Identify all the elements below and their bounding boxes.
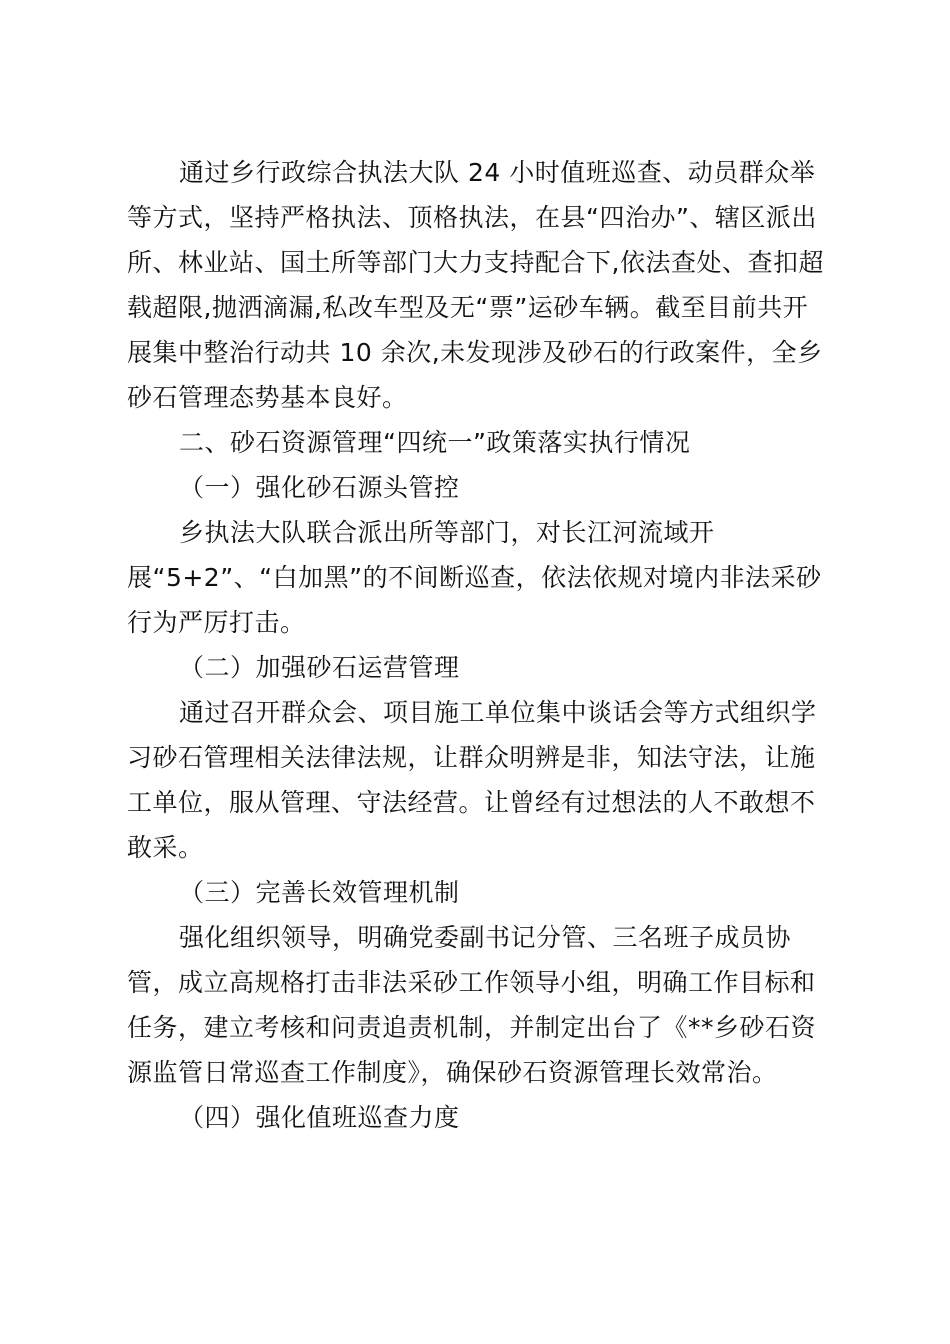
text-line: 展集中整治行动共 10 余次,未发现涉及砂石的行政案件，全乡	[127, 338, 823, 367]
section-heading: 二、砂石资源管理“四统一”政策落实执行情况	[179, 428, 691, 457]
text-line: 任务，建立考核和问责追责机制，并制定出台了《**乡砂石资	[127, 1013, 817, 1042]
text-line: 强化组织领导，明确党委副书记分管、三名班子成员协	[179, 923, 792, 952]
text-line: 敢采。	[127, 833, 204, 862]
text-line: 管，成立高规格打击非法采砂工作领导小组，明确工作目标和	[127, 968, 816, 997]
text-line: 工单位，服从管理、守法经营。让曾经有过想法的人不敢想不	[127, 788, 816, 817]
paragraph-enforcement	[127, 150, 832, 420]
paragraph-long-term-mechanism	[127, 915, 832, 1095]
text-line: 砂石管理态势基本良好。	[127, 383, 408, 412]
text-line: 载超限,抛洒滴漏,私改车型及无“票”运砂车辆。截至目前共开	[127, 293, 809, 322]
text-line: 习砂石管理相关法律法规，让群众明辨是非，知法守法，让施	[127, 743, 816, 772]
text-line: 通过乡行政综合执法大队 24 小时值班巡查、动员群众举	[179, 158, 816, 187]
text-line: 源监管日常巡查工作制度》，确保砂石资源管理长效常治。	[127, 1058, 778, 1087]
subsection-heading-1: （一）强化砂石源头管控	[179, 473, 460, 502]
subsection-heading-2: （二）加强砂石运营管理	[179, 653, 460, 682]
paragraph-operation-management	[127, 690, 832, 870]
text-line: 乡执法大队联合派出所等部门，对长江河流域开	[179, 518, 715, 547]
text-line: 展“5+2”、“白加黑”的不间断巡查，依法依规对境内非法采砂	[127, 563, 822, 592]
text-line: 所、林业站、国土所等部门大力支持配合下,依法查处、查扣超	[127, 248, 824, 277]
subsection-heading-3: （三）完善长效管理机制	[179, 878, 460, 907]
text-line: 等方式，坚持严格执法、顶格执法，在县“四治办”、辖区派出	[127, 203, 817, 232]
document-body	[127, 150, 832, 1140]
paragraph-source-control	[127, 510, 832, 645]
text-line: 通过召开群众会、项目施工单位集中谈话会等方式组织学	[179, 698, 817, 727]
text-line: 行为严厉打击。	[127, 608, 306, 637]
subsection-heading-4: （四）强化值班巡查力度	[179, 1103, 460, 1132]
